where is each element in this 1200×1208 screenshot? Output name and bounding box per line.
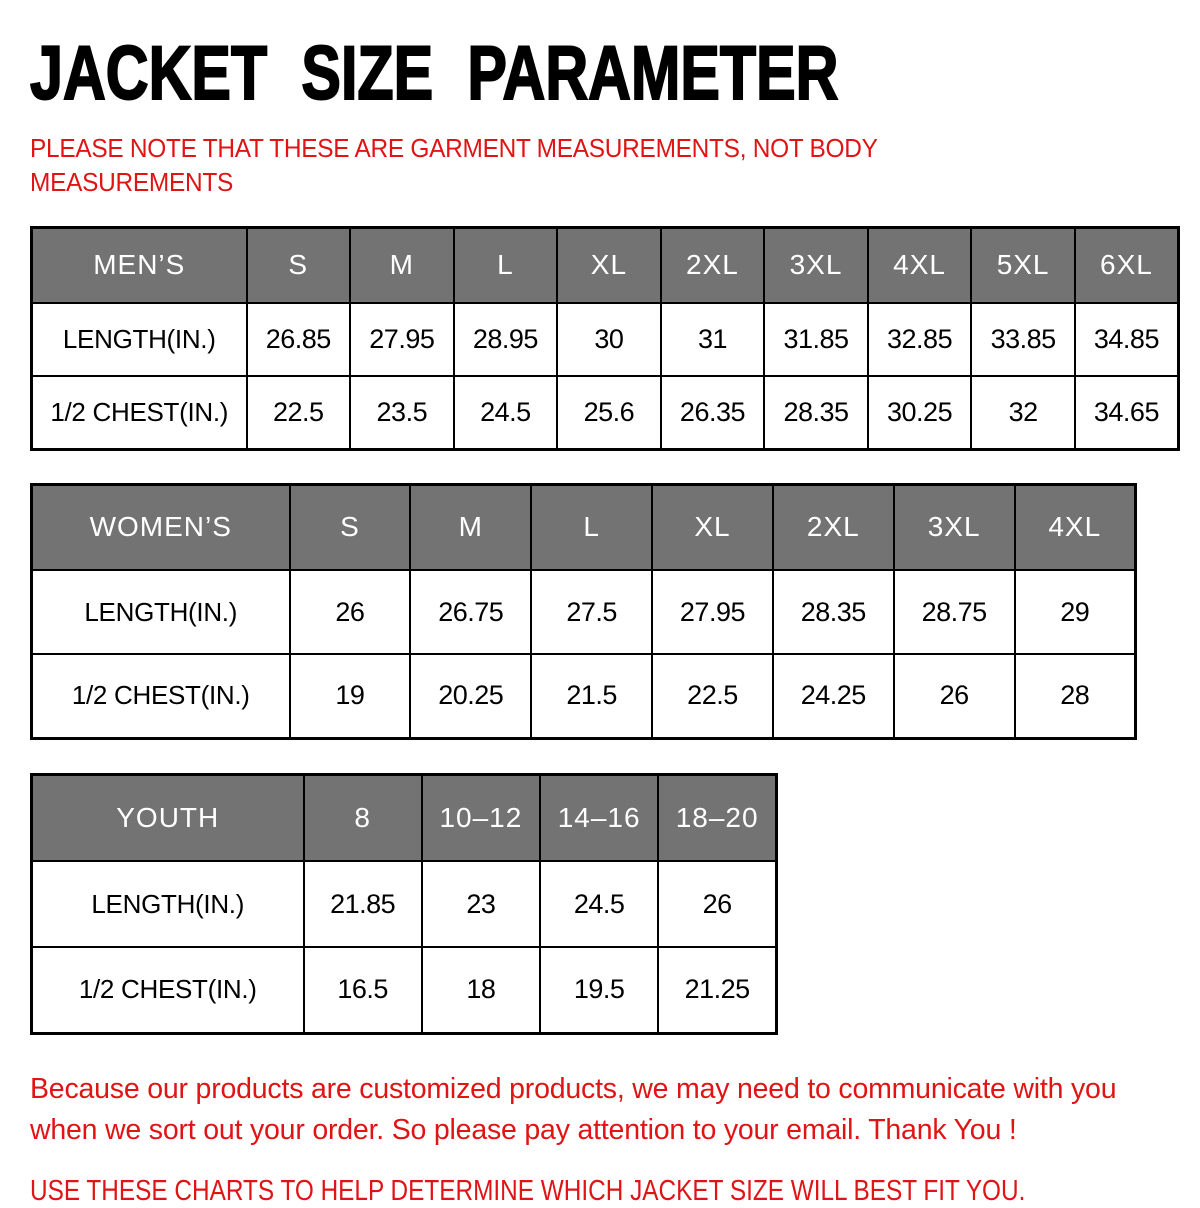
size-value-cell: 27.95 [350, 303, 454, 376]
womens-size-header-s: S [290, 484, 411, 570]
row-label: 1/2 CHEST(IN.) [32, 654, 290, 738]
size-value-cell: 34.85 [1075, 303, 1179, 376]
size-value-cell: 33.85 [971, 303, 1075, 376]
size-value-cell: 26 [894, 654, 1015, 738]
youth-header-row [32, 774, 777, 861]
page-title: JACKET SIZE PARAMETER [30, 31, 839, 116]
size-value-cell: 24.25 [773, 654, 894, 738]
size-value-cell: 16.5 [304, 947, 422, 1033]
size-value-cell: 31 [661, 303, 765, 376]
mens-size-header-m: M [350, 227, 454, 303]
size-value-cell: 31.85 [764, 303, 868, 376]
size-value-cell: 19 [290, 654, 411, 738]
womens-size-header-4xl: 4XL [1015, 484, 1136, 570]
size-value-cell: 26 [658, 861, 776, 947]
fit-advice-line: USE THESE CHARTS TO HELP DETERMINE WHICH JACKET SIZE WILL BEST FIT YOU. [30, 1175, 1026, 1208]
size-value-cell: 21.25 [658, 947, 776, 1033]
row-label: LENGTH(IN.) [32, 303, 247, 376]
youth-data-row-1 [32, 947, 777, 1033]
mens-size-header-l: L [454, 227, 558, 303]
size-value-cell: 28.35 [764, 376, 868, 449]
size-value-cell: 32.85 [868, 303, 972, 376]
womens-size-header-l: L [531, 484, 652, 570]
womens-header-row [32, 484, 1136, 570]
youth-size-header-10–12: 10–12 [422, 774, 540, 861]
womens-size-table [30, 483, 1137, 740]
mens-header-row [32, 227, 1179, 303]
garment-note-line1: PLEASE NOTE THAT THESE ARE GARMENT MEASUREMENTS, NOT BODY [30, 133, 878, 163]
size-value-cell: 24.5 [454, 376, 558, 449]
custom-order-notice-line2: when we sort out your order. So please pay attention to your email. Thank You ! [30, 1113, 1017, 1146]
mens-size-header-2xl: 2XL [661, 227, 765, 303]
mens-size-header-xl: XL [557, 227, 661, 303]
mens-size-header-4xl: 4XL [868, 227, 972, 303]
mens-size-header-3xl: 3XL [764, 227, 868, 303]
size-value-cell: 34.65 [1075, 376, 1179, 449]
size-value-cell: 30.25 [868, 376, 972, 449]
womens-size-header-xl: XL [652, 484, 773, 570]
youth-table-title: YOUTH [32, 774, 304, 861]
womens-size-header-2xl: 2XL [773, 484, 894, 570]
size-value-cell: 30 [557, 303, 661, 376]
mens-table-title: MEN’S [32, 227, 247, 303]
size-value-cell: 19.5 [540, 947, 658, 1033]
mens-size-header-s: S [247, 227, 351, 303]
custom-order-notice-line1: Because our products are customized products, we may need to communicate with you [30, 1072, 1117, 1105]
mens-data-row-1 [32, 376, 1179, 449]
mens-size-header-6xl: 6XL [1075, 227, 1179, 303]
size-value-cell: 20.25 [410, 654, 531, 738]
garment-measurements-note [30, 132, 1111, 200]
mens-size-table [30, 226, 1180, 451]
size-value-cell: 21.85 [304, 861, 422, 947]
row-label: LENGTH(IN.) [32, 861, 304, 947]
size-value-cell: 24.5 [540, 861, 658, 947]
row-label: LENGTH(IN.) [32, 570, 290, 654]
womens-table-title: WOMEN’S [32, 484, 290, 570]
size-value-cell: 23.5 [350, 376, 454, 449]
size-value-cell: 28.35 [773, 570, 894, 654]
size-value-cell: 27.5 [531, 570, 652, 654]
size-value-cell: 28 [1015, 654, 1136, 738]
youth-size-header-14–16: 14–16 [540, 774, 658, 861]
size-value-cell: 27.95 [652, 570, 773, 654]
womens-data-row-1 [32, 654, 1136, 738]
youth-size-table [30, 773, 778, 1035]
size-value-cell: 26.35 [661, 376, 765, 449]
womens-size-header-3xl: 3XL [894, 484, 1015, 570]
youth-size-header-8: 8 [304, 774, 422, 861]
youth-data-row-0 [32, 861, 777, 947]
size-value-cell: 18 [422, 947, 540, 1033]
size-value-cell: 22.5 [247, 376, 351, 449]
garment-note-line2: MEASUREMENTS [30, 166, 234, 197]
size-value-cell: 28.95 [454, 303, 558, 376]
size-value-cell: 25.6 [557, 376, 661, 449]
mens-size-header-5xl: 5XL [971, 227, 1075, 303]
size-value-cell: 21.5 [531, 654, 652, 738]
size-value-cell: 28.75 [894, 570, 1015, 654]
size-value-cell: 23 [422, 861, 540, 947]
size-value-cell: 26 [290, 570, 411, 654]
womens-data-row-0 [32, 570, 1136, 654]
youth-size-header-18–20: 18–20 [658, 774, 776, 861]
row-label: 1/2 CHEST(IN.) [32, 376, 247, 449]
size-value-cell: 26.85 [247, 303, 351, 376]
womens-size-header-m: M [410, 484, 531, 570]
size-value-cell: 32 [971, 376, 1075, 449]
size-value-cell: 29 [1015, 570, 1136, 654]
custom-order-notice [30, 1069, 1180, 1152]
size-value-cell: 26.75 [410, 570, 531, 654]
row-label: 1/2 CHEST(IN.) [32, 947, 304, 1033]
mens-data-row-0 [32, 303, 1179, 376]
size-value-cell: 22.5 [652, 654, 773, 738]
